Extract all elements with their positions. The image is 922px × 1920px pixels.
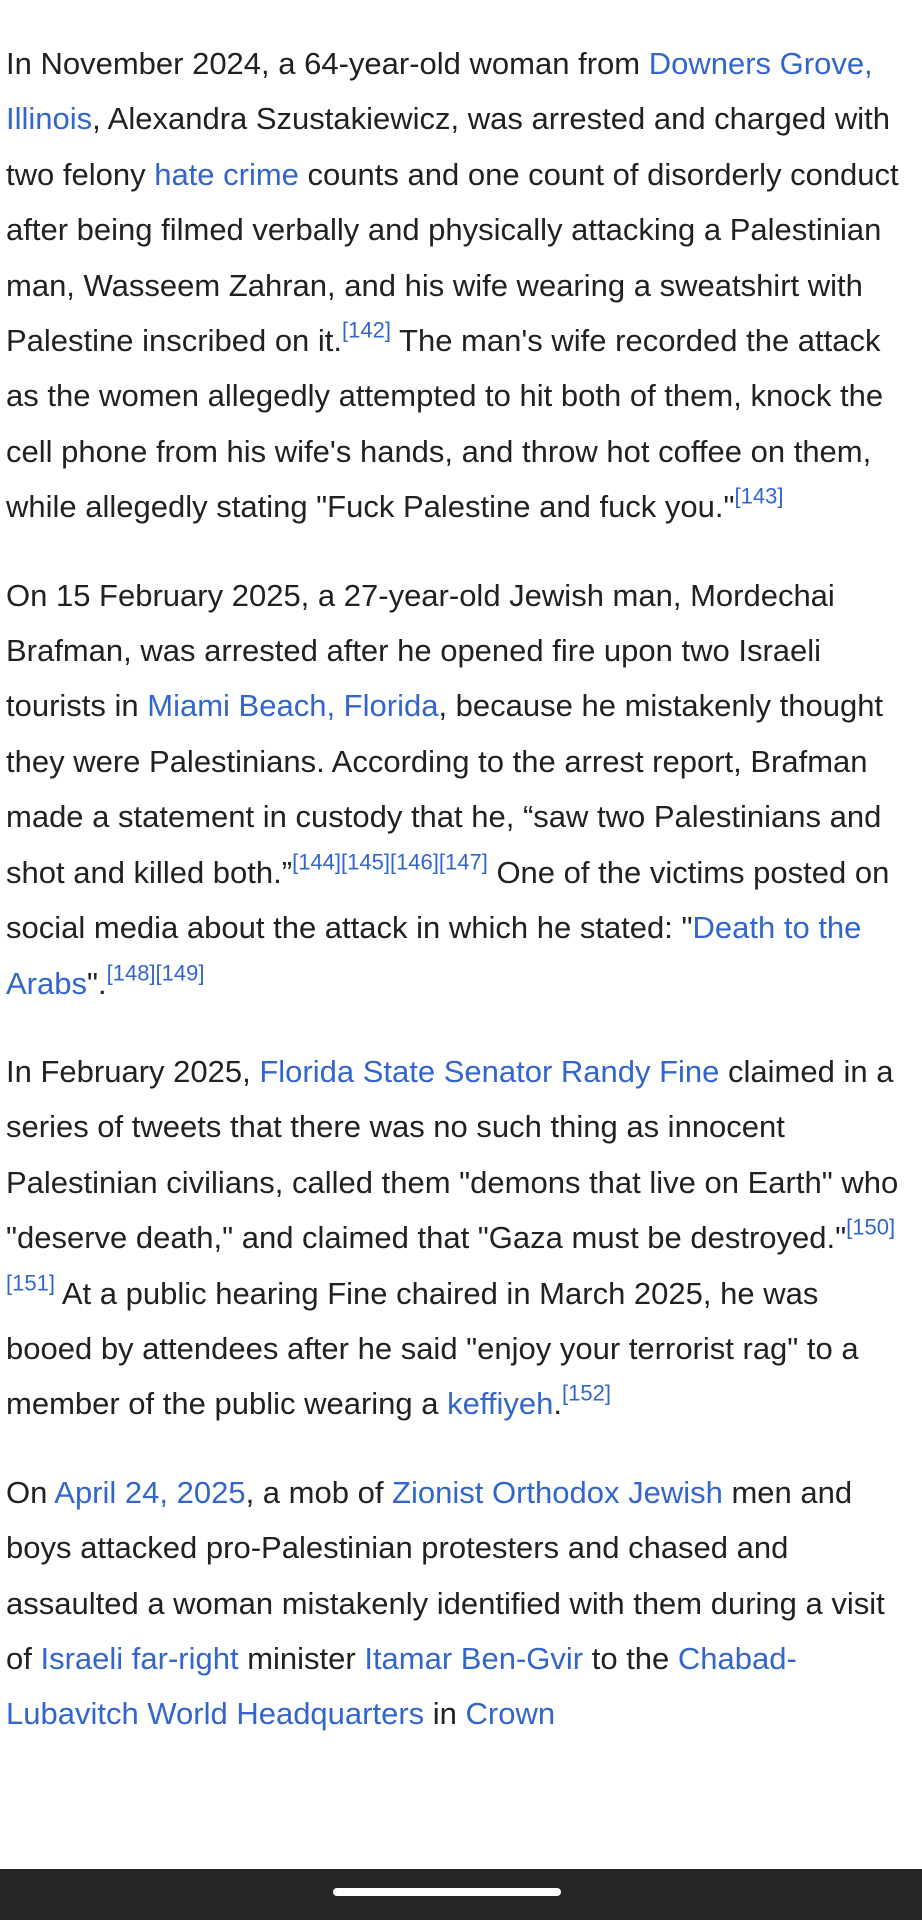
paragraph-text: In November 2024, a 64-year-old woman from — [6, 46, 649, 81]
link-death-to-the-arabs[interactable]: Death to the Arabs — [6, 910, 862, 1001]
link-itamar-ben-gvir[interactable]: Itamar Ben-Gvir — [364, 1640, 584, 1676]
paragraph-text: men and boys attacked pro-Palestinian protesters and chased and assaulted a woman mistakenly identified with them during a visit of — [6, 1474, 885, 1676]
citation-link[interactable]: [143] — [734, 483, 784, 509]
link-zionist-orthodox-jewish[interactable]: Zionist Orthodox Jewish — [392, 1474, 723, 1510]
paragraph-text: , because he mistakenly thought they were Palestinians. According to the arrest report, Brafman made a statement in custody that he, “saw two Palestinians and shot and killed both.” — [6, 688, 884, 890]
paragraph-text: In February 2025, — [6, 1053, 260, 1089]
paragraph-text: One of the victims posted on social media about the attack in which he stated: " — [6, 854, 890, 946]
paragraph-april-24 — [6, 1465, 912, 1742]
paragraph-downers-grove — [6, 36, 912, 535]
paragraph-text: in — [424, 1696, 466, 1732]
paragraph-randy-fine — [6, 1044, 912, 1432]
paragraph-text: The man's wife recorded the attack as the women allegedly attempted to hit both of them, knock the cell phone from his wife's hands, and throw hot coffee on them, while allegedly stating "Fuck Palestine and fuck you." — [6, 323, 884, 525]
paragraph-text: counts and one count of disorderly conduct after being filmed verbally and physically attacking a Palestinian man, Wasseem Zahran, and his wife wearing a sweatshirt with Palestine inscribed on it. — [6, 156, 899, 359]
paragraph-text: claimed in a series of tweets that there was no such thing as innocent Palestinian civilians, called them "demons that live on Earth" who "deserve death," and claimed that "Gaza must be destroyed." — [6, 1053, 899, 1256]
system-navigation-bar — [0, 1869, 922, 1920]
article-body — [6, 36, 912, 1775]
link-keffiyeh[interactable]: keffiyeh — [447, 1386, 554, 1422]
paragraph-text: On 15 February 2025, a 27-year-old Jewish man, Mordechai Brafman, was arrested after he opened fire upon two Israeli tourists in — [6, 577, 835, 724]
paragraph-text: On — [6, 1474, 55, 1510]
paragraph-text: , Alexandra Szustakiewicz, was arrested and charged with two felony — [6, 101, 890, 192]
citation-link[interactable]: [142] — [342, 317, 391, 343]
paragraph-text: . — [553, 1386, 563, 1422]
link-april-24-2025[interactable]: April 24, 2025 — [54, 1474, 246, 1510]
link-chabad-lubavitch-world-headquarters[interactable]: Chabad-Lubavitch World Headquarters — [6, 1640, 797, 1732]
citation-link[interactable]: [150] — [846, 1214, 896, 1240]
link-hate-crime[interactable]: hate crime — [154, 156, 299, 192]
citation-link[interactable]: [145] — [341, 849, 390, 875]
link-downers-grove[interactable]: Downers Grove, Illinois — [6, 46, 873, 137]
paragraph-text: , a mob of — [245, 1474, 393, 1510]
home-indicator[interactable] — [333, 1888, 561, 1896]
citation-link[interactable]: [151] — [6, 1269, 55, 1295]
citation-link[interactable]: [144] — [292, 849, 342, 875]
link-randy-fine[interactable]: Florida State Senator Randy Fine — [259, 1053, 720, 1089]
paragraph-text: minister — [238, 1640, 365, 1676]
link-miami-beach[interactable]: Miami Beach, Florida — [147, 688, 439, 724]
paragraph-text: At a public hearing Fine chaired in March 2025, he was booed by attendees after he said "enjoy your terrorist rag" to a member of the public wearing a — [6, 1275, 859, 1422]
citation-link[interactable]: [148] — [106, 959, 156, 985]
citation-link[interactable]: [146] — [389, 849, 439, 875]
paragraph-text: ". — [86, 965, 107, 1001]
link-crown-heights[interactable]: Crown — [465, 1696, 556, 1732]
link-israeli-far-right[interactable]: Israeli far-right — [40, 1640, 239, 1676]
citation-link[interactable]: [147] — [438, 849, 488, 875]
citation-link[interactable]: [149] — [155, 959, 205, 985]
paragraph-text: to the — [583, 1640, 678, 1676]
paragraph-miami-beach — [6, 568, 912, 1011]
citation-link[interactable]: [152] — [562, 1380, 611, 1406]
